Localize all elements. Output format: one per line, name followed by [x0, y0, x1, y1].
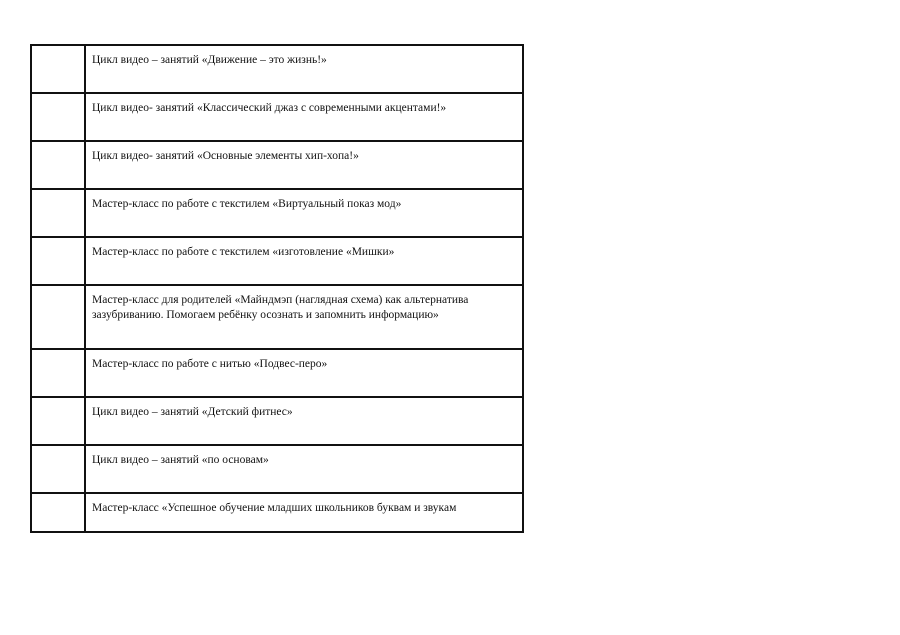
table-row: [31, 93, 523, 141]
row-number-cell: [31, 397, 85, 445]
table-row: [31, 141, 523, 189]
row-title-cell: Мастер-класс по работе с текстилем «Виртуальный показ мод»: [85, 189, 523, 237]
row-title-cell: Цикл видео – занятий «по основам»: [85, 445, 523, 493]
row-title-cell: Цикл видео – занятий «Детский фитнес»: [85, 397, 523, 445]
row-title-cell: Мастер-класс по работе с текстилем «изготовление «Мишки»: [85, 237, 523, 285]
row-number-cell: [31, 45, 85, 93]
row-title-cell: Цикл видео – занятий «Движение – это жизнь!»: [85, 45, 523, 93]
table-row: [31, 45, 523, 93]
row-number-cell: [31, 349, 85, 397]
row-title-cell: Цикл видео- занятий «Классический джаз с современными акцентами!»: [85, 93, 523, 141]
events-table: [30, 44, 524, 533]
table-row: [31, 493, 523, 532]
table-row: [31, 237, 523, 285]
row-number-cell: [31, 93, 85, 141]
row-title-cell: Мастер-класс по работе с нитью «Подвес-перо»: [85, 349, 523, 397]
row-number-cell: [31, 493, 85, 532]
table-row: [31, 397, 523, 445]
table-row: [31, 189, 523, 237]
row-title-cell: Мастер-класс для родителей «Майндмэп (наглядная схема) как альтернатива зазубриванию. Помогаем ребёнку осознать и запомнить информацию»: [85, 285, 523, 349]
row-title-cell: Цикл видео- занятий «Основные элементы хип-хопа!»: [85, 141, 523, 189]
table-row: [31, 285, 523, 349]
row-number-cell: [31, 445, 85, 493]
table-row: [31, 445, 523, 493]
row-number-cell: [31, 237, 85, 285]
row-number-cell: [31, 189, 85, 237]
row-title-cell: Мастер-класс «Успешное обучение младших школьников буквам и звукам: [85, 493, 523, 532]
row-number-cell: [31, 141, 85, 189]
row-number-cell: [31, 285, 85, 349]
table-row: [31, 349, 523, 397]
